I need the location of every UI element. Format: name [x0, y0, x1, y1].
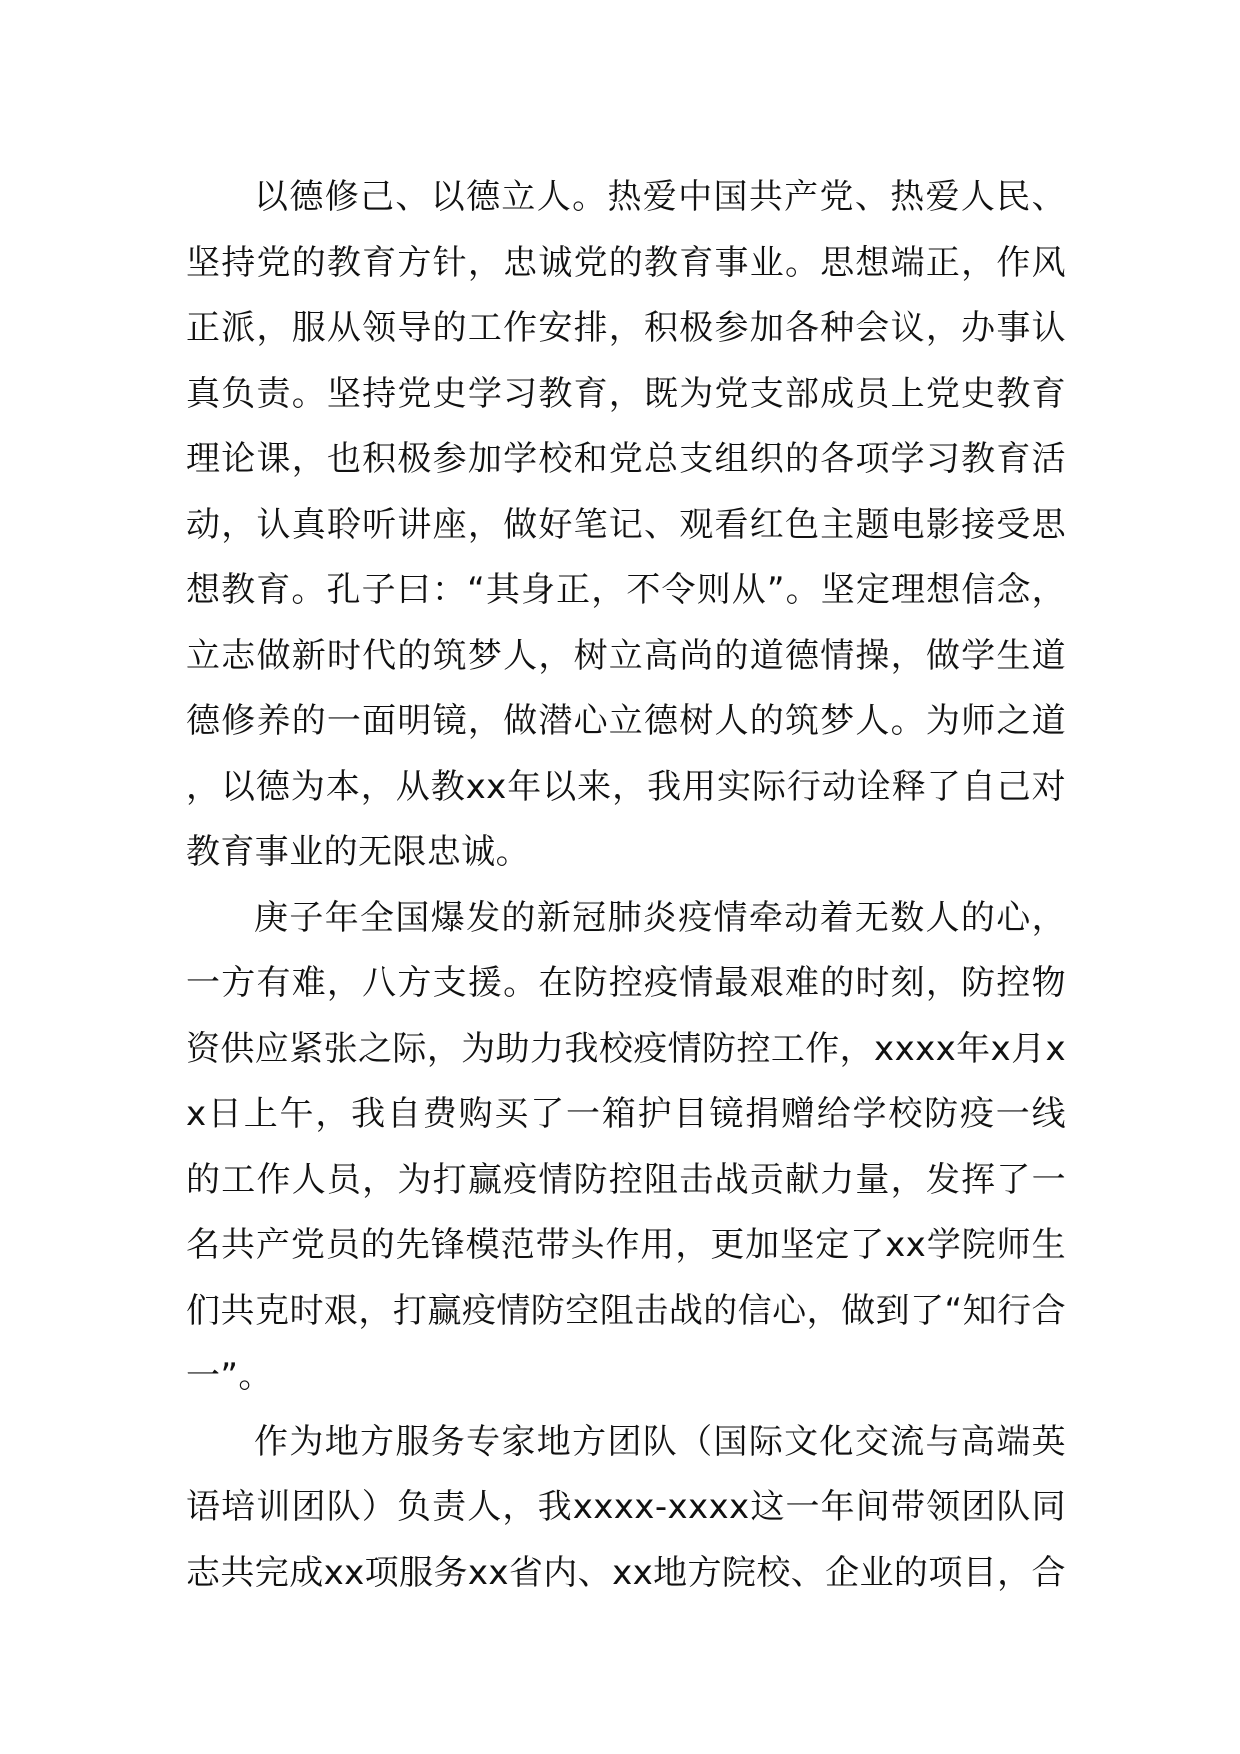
paragraph-epidemic-donation: 庚子年全国爆发的新冠肺炎疫情牵动着无数人的心，一方有难，八方支援。在防控疫情最艰难的时刻，防控物资供应紧张之际，为助力我校疫情防控工作，xxxx年x月xx日上午，我自费购买了一箱护目镜捐赠给学校防疫一线的工作人员，为打赢疫情防控阻击战贡献力量，发挥了一名共产党员的先锋模范带头作用，更加坚定了xx学院师生们共克时艰，打赢疫情防空阻击战的信心，做到了“知行合一”。 [186, 897, 1066, 1396]
paragraph-moral-education: 以德修己、以德立人。热爱中国共产党、热爱人民、坚持党的教育方针，忠诚党的教育事业。思想端正，作风正派，服从领导的工作安排，积极参加各种会议，办事认真负责。坚持党史学习教育，既为党支部成员上党史教育理论课，也积极参加学校和党总支组织的各项学习教育活动，认真聆听讲座，做好笔记、观看红色主题电影接受思想教育。孔子曰：“其身正，不令则从”。坚定理想信念，立志做新时代的筑梦人，树立高尚的道德情操，做学生道德修养的一面明镜，做潜心立德树人的筑梦人。为师之道，以德为本，从教xx年以来，我用实际行动诠释了自己对教育事业的无限忠诚。 [186, 177, 1066, 872]
paragraph-team-service: 作为地方服务专家地方团队（国际文化交流与高端英语培训团队）负责人，我xxxx-xxxx这一年间带领团队同志共完成xx项服务xx省内、xx地方院校、企业的项目，合 [186, 1421, 1066, 1593]
document-body [186, 165, 1066, 1606]
